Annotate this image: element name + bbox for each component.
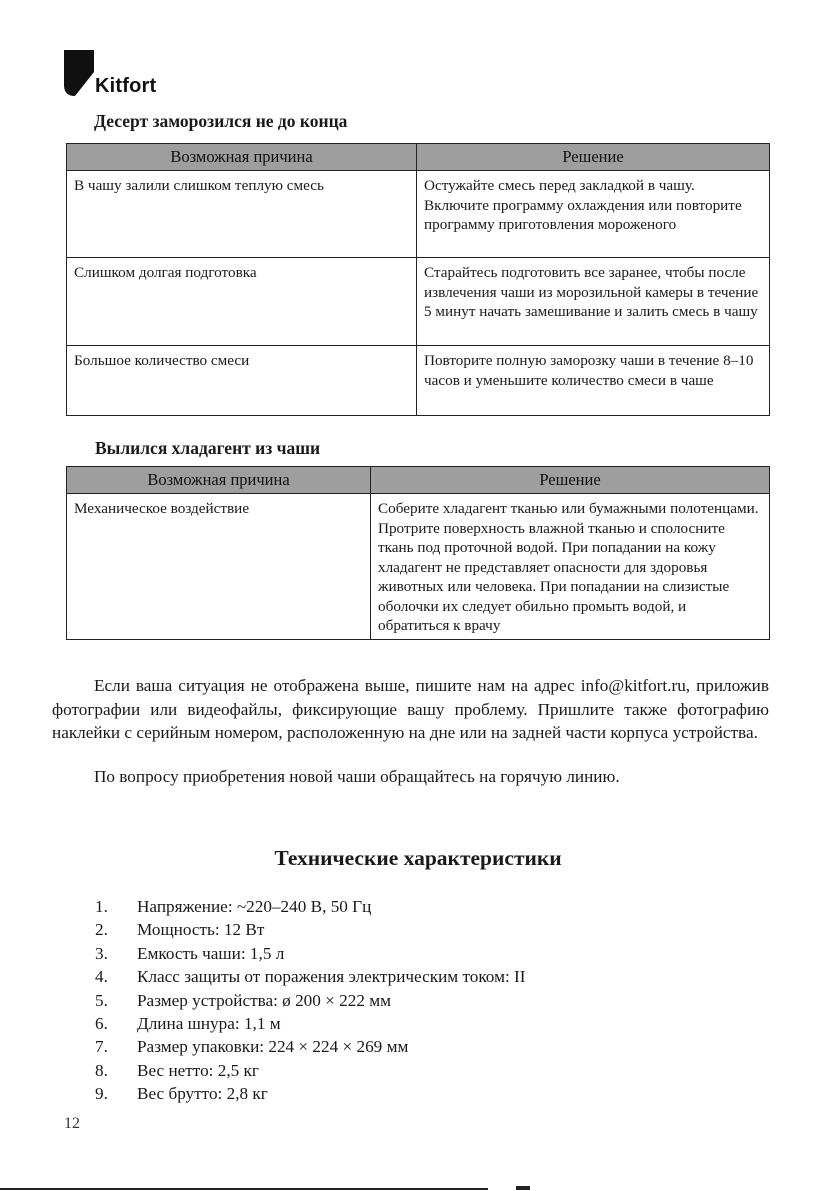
cause-cell: В чашу залили слишком теплую смесь [67,171,417,258]
list-item-text: Размер устройства: ø 200 × 222 мм [137,990,391,1010]
list-item-number: 9. [95,1084,108,1104]
list-item [95,1059,525,1082]
list-item-number: 3. [95,943,108,963]
specs-list [95,895,525,1106]
page-number: 12 [64,1115,80,1132]
list-item-text: Длина шнура: 1,1 м [137,1014,281,1034]
list-item-number: 1. [95,897,108,916]
contact-paragraph: Если ваша ситуация не отображена выше, пишите нам на адрес info@kitfort.ru, приложив фотографии или видеофайлы, фиксирующие вашу проблему. Пришлите также фотографию наклейки с серийным номером, расположенную на дне или на задней части корпуса устройства. [52,676,769,742]
list-item [95,965,525,988]
footer-divider [0,1188,488,1190]
list-item-text: Класс защиты от поражения электрическим током: II [137,967,526,987]
list-item-number: 2. [95,920,108,940]
brand-name: Kitfort [95,75,157,97]
list-item-text: Размер упаковки: 224 × 224 × 269 мм [137,1037,409,1057]
list-item-number: 6. [95,1014,108,1034]
section-heading-dessert: Десерт заморозился не до конца [94,111,348,131]
cause-cell: Механическое воздействие [67,494,371,640]
solution-cell: Старайтесь подготовить все заранее, чтобы после извлечения чаши из морозильной камеры в течение 5 минут начать замешивание и залить смесь в чашу [417,258,770,346]
table-row [67,258,770,346]
list-item [95,1012,525,1035]
list-item-text: Вес брутто: 2,8 кг [137,1084,268,1104]
list-item [95,1082,525,1105]
troubleshooting-table-refrigerant [66,466,770,640]
kitfort-logo-icon [64,50,94,96]
column-header-solution: Решение [371,467,770,494]
table-row [67,494,770,640]
list-item [95,918,525,941]
column-header-solution: Решение [417,144,770,171]
cause-cell: Большое количество смеси [67,346,417,416]
cause-cell: Слишком долгая подготовка [67,258,417,346]
solution-cell: Остужайте смесь перед закладкой в чашу. Включите программу охлаждения или повторите программу приготовления мороженого [417,171,770,258]
list-item-number: 8. [95,1060,108,1080]
list-item-number: 4. [95,967,108,987]
footer-mark [516,1186,530,1190]
table-header-row [67,467,770,494]
table-header-row [67,144,770,171]
hotline-paragraph: По вопросу приобретения новой чаши обращайтесь на горячую линию. [94,767,620,786]
solution-cell: Повторите полную заморозку чаши в течение 8–10 часов и уменьшите количество смеси в чаше [417,346,770,416]
list-item [95,895,525,918]
list-item-text: Мощность: 12 Вт [137,920,265,940]
troubleshooting-table-dessert [66,143,770,416]
list-item-number: 7. [95,1037,108,1057]
table-row [67,171,770,258]
section-heading-refrigerant: Вылился хладагент из чаши [95,438,321,458]
specs-title: Технические характеристики [274,846,562,870]
list-item-text: Напряжение: ~220–240 В, 50 Гц [137,897,372,916]
solution-cell: Соберите хладагент тканью или бумажными полотенцами. Протрите поверхность влажной тканью и сполосните ткань под проточной водой. При попадании на кожу хладагент не представляет опасности для здоровья животных или человека. При попадании на слизистые оболочки их следует обильно промыть водой, и обратиться к врачу [371,494,770,640]
list-item [95,942,525,965]
column-header-cause: Возможная причина [67,144,417,171]
column-header-cause: Возможная причина [67,467,371,494]
table-row [67,346,770,416]
list-item [95,1035,525,1058]
list-item-text: Емкость чаши: 1,5 л [137,943,285,963]
brand-logo [64,50,156,96]
list-item-number: 5. [95,990,108,1010]
list-item [95,989,525,1012]
list-item-text: Вес нетто: 2,5 кг [137,1060,259,1080]
